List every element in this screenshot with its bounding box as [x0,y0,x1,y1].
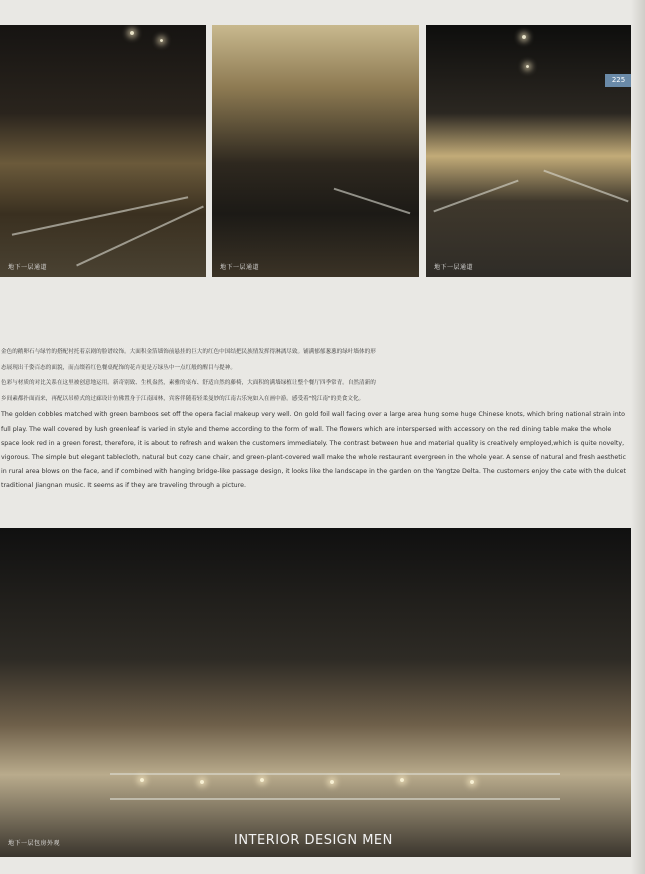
chinese-line: 色彩与材质的对比关系在这里被创意地运用。新奇别致、生机盎然，素雅的桌布、舒适自然的藤椅，大面积的满墙绿植让整个餐厅四季常青。自然清新的 [1,380,376,387]
page-number: 225 [605,74,632,87]
floor-light [470,780,474,784]
photo-corridor-2 [212,25,419,277]
floor-light [400,778,404,782]
photo-caption: 地下一层通道 [434,264,474,271]
handrail [76,206,204,267]
chinese-line: 乡间素都扑面而来，再配以吊桥式的过廊设计仿佛置身于江南园林，宾客伴随着轻柔曼妙的江南古乐宛如入在画中游。感受着"悦江南"的美食文化。 [1,395,365,402]
handrail [334,188,411,215]
ceiling-light [130,31,134,35]
photo-caption: 地下一层通道 [220,264,260,271]
photo-caption: 地下一层通道 [8,264,48,271]
handrail [543,170,628,203]
page-binding-shadow [631,0,645,874]
ceiling-light [526,65,529,68]
ceiling-light [160,39,163,42]
english-paragraph: The golden cobbles matched with green bamboos set off the opera facial makeup very well. On gold foil wall facing over a large area hung some huge Chinese knots, which bring national strain into full play. The wall covered by lush greenleaf is varied in style and theme according to the form of wall. The flowers which are interspersed with accessory on the red dining table make the whole space look red in a green forest, therefore, it is about to refresh and waken the customers immediately. The contrast between hue and material quality is creatively employed,which is quite novelty, vigorous. The simple but elegant tablecloth, natural but cozy cane chair, and green-plant-covered wall make the whole restaurant evergreen in the whole year. A sense of natural and fresh aesthetic in rural area blows on the face, and if combined with hanging bridge-like passage design, it looks like the landscape in the garden on the Yangtze Delta. The customers enjoy the cate with the dulcet traditional Jiangnan music. It seems as if they are traveling through a picture. [1,411,626,490]
handrail [12,196,188,235]
ceiling-light [522,35,526,39]
photo-corridor-1 [0,25,206,277]
floor-light [330,780,334,784]
floor-light [200,780,204,784]
chinese-line: 态展现出千姿百态的面貌，而点缀着红色餐桌配饰的花卉更是万绿丛中一点红般的醒目与提神。 [1,364,236,371]
footer-title: INTERIOR DESIGN MEN [234,833,393,848]
floor-light [140,778,144,782]
chinese-line: 金色的鹅卵石与绿竹的搭配衬托着京剧的脸谱纹饰。大面积金箔墙饰前悬挂的巨大的红色中国结把民族情发挥得淋漓尽致。铺满郁郁葱葱的绿叶墙体的形 [1,349,376,355]
photo-caption: 地下一层包房外观 [8,840,61,847]
photo-private-room-exterior [0,528,632,857]
handrail [110,773,560,775]
handrail [433,180,518,213]
photo-corridor-3 [426,25,632,277]
handrail [110,798,560,800]
article-text [1,345,629,494]
floor-light [260,778,264,782]
